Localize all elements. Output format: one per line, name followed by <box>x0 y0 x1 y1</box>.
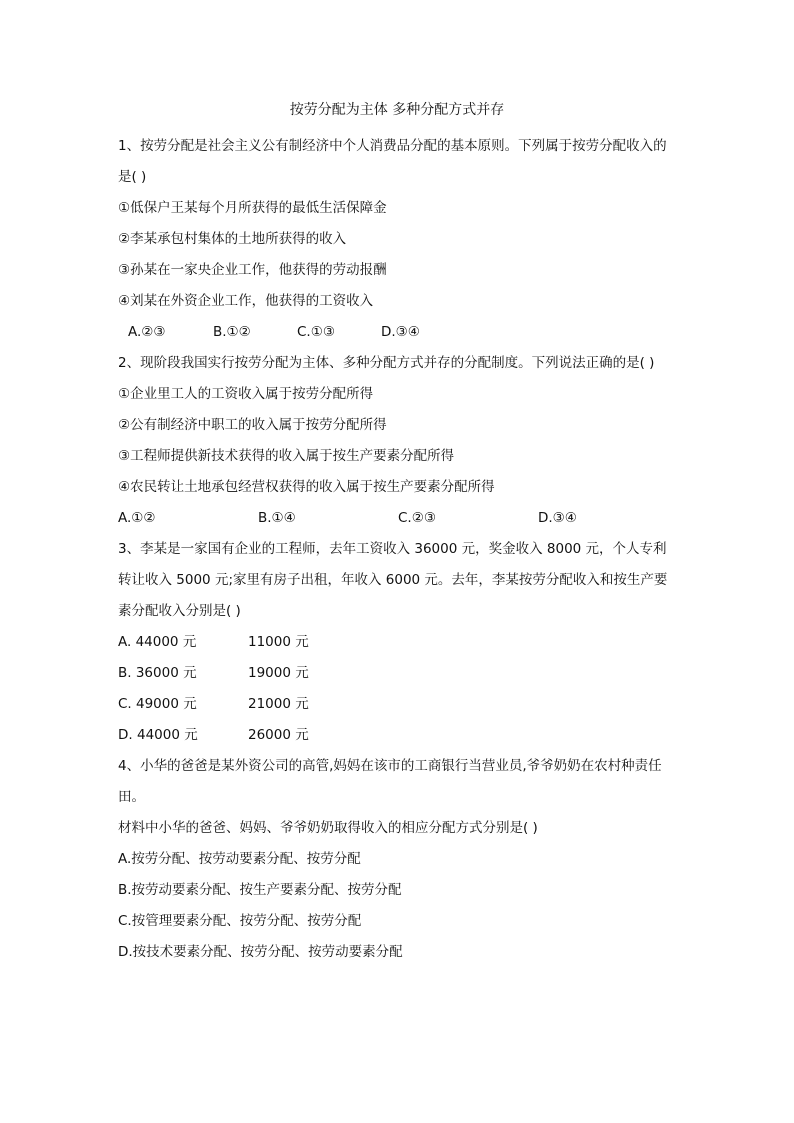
option-b: B.①② <box>213 324 251 340</box>
question-1-item: ②李某承包村集体的土地所获得的收入 <box>118 231 347 247</box>
question-4-option: A.按劳分配、按劳动要素分配、按劳分配 <box>118 851 361 867</box>
option-a: A.②③ <box>128 324 166 340</box>
question-4-option: D.按技术要素分配、按劳分配、按劳动要素分配 <box>118 944 403 960</box>
question-4-stem: 4、小华的爸爸是某外资公司的高管,妈妈在该市的工商银行当营业员,爷爷奶奶在农村种责任田。 <box>118 758 662 805</box>
option-label-amount: D. 44000 元 <box>118 727 198 743</box>
option-a: A.①② <box>118 510 156 526</box>
question-3-stem: 3、李某是一家国有企业的工程师，去年工资收入 36000 元，奖金收入 8000 元，个人专利转让收入 5000 元;家里有房子出租，年收入 6000 元。去年，李某按劳分配收入和按生产要素分配收入分别是( ) <box>118 541 668 619</box>
question-2-options <box>118 503 678 534</box>
question-2-stem: 2、现阶段我国实行按劳分配为主体、多种分配方式并存的分配制度。下列说法正确的是( ) <box>118 355 655 371</box>
option-second-amount: 19000 元 <box>248 665 309 681</box>
option-b: B.①④ <box>258 510 296 526</box>
question-3-option <box>118 689 678 720</box>
question-list <box>118 131 678 968</box>
question-2-item: ②公有制经济中职工的收入属于按劳分配所得 <box>118 417 387 433</box>
option-d: D.③④ <box>381 324 420 340</box>
question-4-option: B.按劳动要素分配、按生产要素分配、按劳分配 <box>118 882 402 898</box>
question-1-options <box>118 317 678 348</box>
question-2-item: ③工程师提供新技术获得的收入属于按生产要素分配所得 <box>118 448 455 464</box>
question-3-option <box>118 658 678 689</box>
option-second-amount: 21000 元 <box>248 696 309 712</box>
question-1-stem: 1、按劳分配是社会主义公有制经济中个人消费品分配的基本原则。下列属于按劳分配收入的是( ) <box>118 138 667 185</box>
option-second-amount: 11000 元 <box>248 634 309 650</box>
question-1-item: ④刘某在外资企业工作，他获得的工资收入 <box>118 293 374 309</box>
question-4-option: C.按管理要素分配、按劳分配、按劳分配 <box>118 913 362 929</box>
option-label-amount: C. 49000 元 <box>118 696 197 712</box>
question-2-item: ④农民转让土地承包经营权获得的收入属于按生产要素分配所得 <box>118 479 495 495</box>
option-label-amount: B. 36000 元 <box>118 665 197 681</box>
question-1-item: ①低保户王某每个月所获得的最低生活保障金 <box>118 200 387 216</box>
question-3-option <box>118 720 678 751</box>
option-label-amount: A. 44000 元 <box>118 634 197 650</box>
option-c: C.①③ <box>297 324 335 340</box>
question-3-option <box>118 627 678 658</box>
page-title: 按劳分配为主体 多种分配方式并存 <box>289 102 505 118</box>
question-1-item: ③孙某在一家央企业工作，他获得的劳动报酬 <box>118 262 387 278</box>
option-c: C.②③ <box>398 510 436 526</box>
question-2-item: ①企业里工人的工资收入属于按劳分配所得 <box>118 386 374 402</box>
question-4-question: 材料中小华的爸爸、妈妈、爷爷奶奶取得收入的相应分配方式分别是( ) <box>118 820 538 836</box>
option-second-amount: 26000 元 <box>248 727 309 743</box>
option-d: D.③④ <box>538 510 577 526</box>
